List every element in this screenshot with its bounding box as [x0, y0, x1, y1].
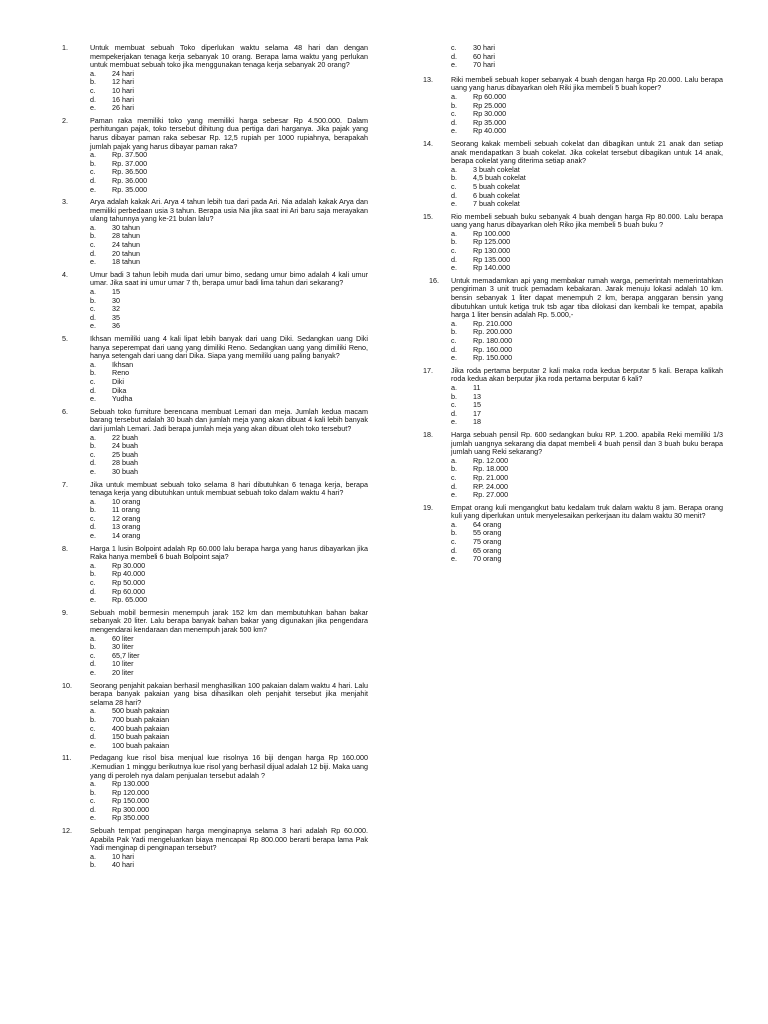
option-text: 10 orang — [112, 496, 141, 506]
question-text: Rio membeli sebuah buku sebanyak 4 buah dengan harga Rp 80.000. Lalu berapa uang yang harus dibayarkan oleh Riko jika membeli 5 buah buku ? — [451, 211, 723, 230]
answer-option — [90, 596, 368, 605]
option-text: Rp. 150.000 — [473, 353, 513, 363]
question-number: 14. — [423, 138, 433, 148]
option-text: 26 hari — [112, 103, 134, 113]
question-number: 9. — [62, 607, 68, 617]
option-letter: a. — [90, 851, 96, 861]
option-letter: d. — [90, 248, 96, 258]
question-item — [62, 117, 368, 194]
question-number: 4. — [62, 269, 68, 279]
option-letter: d. — [451, 190, 457, 200]
option-letter: c. — [90, 376, 96, 386]
answer-option — [90, 258, 368, 267]
option-letter: b. — [90, 787, 96, 797]
answer-option — [90, 186, 368, 195]
option-letter: a. — [451, 382, 457, 392]
answer-option — [451, 61, 723, 70]
option-text: 10 hari — [112, 85, 134, 95]
question-item — [62, 609, 368, 678]
option-text: 13 orang — [112, 522, 141, 532]
answer-option — [90, 669, 368, 678]
option-text: 28 tahun — [112, 231, 140, 241]
question-number: 18. — [423, 429, 433, 439]
option-letter: a. — [90, 150, 96, 160]
option-letter: e. — [451, 199, 457, 209]
option-letter: a. — [451, 318, 457, 328]
answer-option — [90, 468, 368, 477]
option-text: 12 orang — [112, 513, 141, 523]
option-letter: e. — [451, 554, 457, 564]
option-text: Rp. 35.000 — [112, 184, 148, 194]
option-letter: e. — [90, 257, 96, 267]
question-item — [62, 545, 368, 605]
option-letter: d. — [90, 522, 96, 532]
option-text: Diki — [112, 376, 124, 386]
option-letter: c. — [451, 109, 457, 119]
option-letter: c. — [90, 723, 96, 733]
option-text: 40 hari — [112, 860, 134, 870]
answer-option — [90, 742, 368, 751]
question-number: 15. — [423, 211, 433, 221]
option-letter: a. — [90, 359, 96, 369]
question-number: 16. — [429, 275, 439, 285]
answer-option — [90, 378, 368, 387]
question-number: 10. — [62, 680, 72, 690]
answer-option — [451, 384, 723, 393]
option-letter: c. — [90, 578, 96, 588]
option-letter: b. — [90, 441, 96, 451]
option-text: 65,7 liter — [112, 650, 140, 660]
question-item — [62, 827, 368, 870]
option-text: 6 buah cokelat — [473, 190, 520, 200]
option-letter: c. — [90, 796, 96, 806]
option-letter: d. — [90, 732, 96, 742]
question-item — [62, 682, 368, 751]
option-text: 60 liter — [112, 633, 134, 643]
question-text: Seorang penjahit pakaian berhasil menghasilkan 100 pakaian dalam waktu 4 hari. Lalu berapa banyak pakaian yang bisa dihasilkan oleh penjahit tersebut jika menjahit selama 28 hari? — [90, 680, 368, 707]
question-number: 7. — [62, 479, 68, 489]
option-letter: e. — [451, 490, 457, 500]
option-letter: d. — [90, 659, 96, 669]
right-column — [423, 44, 723, 568]
option-letter: a. — [90, 779, 96, 789]
question-item — [423, 140, 723, 209]
option-letter: c. — [90, 167, 96, 177]
option-text: 30 buah — [112, 466, 138, 476]
option-text: 18 — [473, 417, 481, 427]
option-letter: a. — [90, 633, 96, 643]
question-item — [62, 754, 368, 823]
option-letter: b. — [451, 528, 457, 538]
question-text: Pedagang kue risol bisa menjual kue risolnya 16 biji dengan harga Rp 160.000 .Kemudian 1 minggu berikutnya kue risol yang berhasil dijual adalah 12 biji. Maka uang yang di peroleh nya dalam penjualan tersebut adalah ? — [90, 753, 368, 780]
answer-option — [451, 393, 723, 402]
option-text: Rp. 200.000 — [473, 327, 513, 337]
option-letter: e. — [90, 184, 96, 194]
option-letter: d. — [451, 481, 457, 491]
option-letter: b. — [90, 158, 96, 168]
question-number: 5. — [62, 334, 68, 343]
question-item — [423, 76, 723, 136]
question-number: 3. — [62, 197, 68, 207]
question-text: Umur badi 3 tahun lebih muda dari umur bimo, sedang umur bimo adalah 4 kali umur umar. Jika saat ini umur umar 7 th, berapa umur badi lima tahun dari sekarang? — [90, 269, 368, 288]
option-text: 4,5 buah cokelat — [473, 173, 526, 183]
option-text: 28 buah — [112, 458, 138, 468]
option-letter: e. — [90, 740, 96, 750]
option-text: 7 buah cokelat — [473, 199, 520, 209]
option-letter: a. — [451, 91, 457, 101]
question-text: Sebuah mobil bermesin menempuh jarak 152 km dan membutuhkan bahan bakar sebanyak 20 liter. Lalu berapa banyak bahan bakar yang digunakan jika pengendara mengendarai kendaraan dan menempuh jarak 500 km? — [90, 607, 368, 634]
option-letter: c. — [451, 246, 457, 256]
option-letter: c. — [451, 43, 457, 52]
option-letter: a. — [90, 287, 96, 297]
answer-option — [451, 491, 723, 500]
option-letter: c. — [90, 304, 96, 314]
option-text: 12 hari — [112, 77, 134, 87]
option-letter: d. — [90, 586, 96, 596]
answer-option — [451, 410, 723, 419]
option-text: 30 — [112, 295, 120, 305]
option-text: Yudha — [112, 394, 133, 404]
option-letter: a. — [90, 706, 96, 716]
option-letter: d. — [90, 312, 96, 322]
option-text: 16 hari — [112, 94, 134, 104]
question-item — [62, 44, 368, 113]
option-text: 25 buah — [112, 449, 138, 459]
option-text: Ikhsan — [112, 359, 134, 369]
option-text: 32 — [112, 304, 120, 314]
question-text: Riki membeli sebuah koper sebanyak 4 buah dengan harga Rp 20.000. Lalu berapa uang yang harus dibayarkan oleh Riki jika membeli 5 buah koper? — [451, 74, 723, 93]
option-letter: b. — [90, 642, 96, 652]
option-text: Rp 30.000 — [112, 560, 146, 570]
option-letter: a. — [90, 432, 96, 442]
option-letter: c. — [451, 181, 457, 191]
option-letter: e. — [90, 813, 96, 823]
option-letter: b. — [90, 714, 96, 724]
answer-option — [90, 814, 368, 823]
answer-option — [90, 297, 368, 306]
option-letter: b. — [451, 464, 457, 474]
option-text: 64 orang — [473, 519, 502, 529]
answer-option — [90, 305, 368, 314]
option-text: 11 orang — [112, 505, 140, 515]
option-text: 500 buah pakaian — [112, 706, 170, 716]
option-text: 24 hari — [112, 68, 134, 78]
option-letter: c. — [451, 400, 457, 410]
answer-option — [90, 314, 368, 323]
option-text: Rp 60.000 — [473, 91, 507, 101]
answer-option — [90, 395, 368, 404]
option-letter: b. — [90, 505, 96, 515]
option-letter: a. — [90, 496, 96, 506]
option-text: Rp. 27.000 — [473, 490, 509, 500]
option-letter: a. — [451, 164, 457, 174]
option-letter: d. — [451, 117, 457, 127]
question-text: Paman raka memiliki toko yang memiliki harga sebesar Rp 4.500.000. Dalam perhitungan pajak, toko tersebut dihitung dua pertiga dari harganya. Jika pajak yang harus dibayar paman raka sebesar Rp. 12,5 rupiah per 1000 rupiahnya, berapakah jumlah pajak yang harus dibayar paman raka? — [90, 115, 368, 151]
option-letter: b. — [90, 368, 96, 378]
question-text: Jika roda pertama berputar 2 kali maka roda kedua berputar 5 kali. Berapa kalikah roda kedua akan berputar jika roda pertama berputar 6 kali? — [451, 365, 723, 384]
option-text: Rp 130.000 — [112, 779, 150, 789]
question-number: 13. — [423, 74, 433, 84]
option-letter: e. — [90, 103, 96, 113]
option-letter: c. — [90, 650, 96, 660]
option-letter: c. — [451, 472, 457, 482]
option-letter: a. — [90, 222, 96, 232]
option-text: 24 buah — [112, 441, 138, 451]
option-letter: c. — [90, 240, 96, 250]
option-text: 20 tahun — [112, 248, 140, 258]
option-text: 700 buah pakaian — [112, 714, 170, 724]
option-letter: e. — [451, 126, 457, 136]
option-text: Rp 125.000 — [473, 237, 511, 247]
option-letter: d. — [90, 804, 96, 814]
question-text: Sebuah tempat penginapan harga menginapnya selama 3 hari adalah Rp 60.000. Apabila Pak Yadi mengeluarkan biaya mencapai Rp 800.000 berarti berapa lama Pak Yadi menginap di penginapan tersebut? — [90, 826, 368, 853]
option-text: Rp. 21.000 — [473, 472, 509, 482]
option-letter: e. — [90, 531, 96, 541]
option-letter: d. — [451, 545, 457, 555]
option-text: Rp 135.000 — [473, 254, 511, 264]
option-text: 20 liter — [112, 667, 134, 677]
option-text: Rp 30.000 — [473, 109, 507, 119]
option-text: Rp 140.000 — [473, 263, 511, 273]
option-text: Rp 35.000 — [473, 117, 507, 127]
question-text: Untuk memadamkan api yang membakar rumah warga, pemerintah memerintahkan pengiriman 3 unit truck pemadam kebakaran. Jarak menuju lokasi adalah 10 km. bensin sebanyak 1 liter dapat menempuh 2 km, berapa anggaran bensin yang dibutuhkan untuk ketiga truk tsb agar tiba dilokasi dan kembali ke tempat, apabila harga 1 liter bensin adalah Rp. 5.000,- — [451, 275, 723, 320]
option-text: Rp 25.000 — [473, 100, 507, 110]
option-letter: c. — [90, 513, 96, 523]
question-item — [62, 335, 368, 404]
option-letter: a. — [90, 68, 96, 78]
option-text: 22 buah — [112, 432, 138, 442]
option-text: RP. 24.000 — [473, 481, 509, 491]
question-number: 19. — [423, 502, 433, 512]
answer-option — [451, 401, 723, 410]
answer-option — [451, 418, 723, 427]
option-text: 10 hari — [112, 851, 134, 861]
answer-option — [451, 354, 723, 363]
answer-option — [90, 322, 368, 331]
answer-option — [90, 861, 368, 870]
option-text: Rp 100.000 — [473, 228, 511, 238]
question-item — [423, 213, 723, 273]
option-text: 15 — [112, 287, 120, 297]
question-number: 11. — [62, 753, 72, 763]
option-letter: b. — [90, 295, 96, 305]
option-letter: d. — [451, 344, 457, 354]
question-item — [62, 481, 368, 541]
option-letter: e. — [90, 667, 96, 677]
option-letter: b. — [451, 237, 457, 247]
answer-option — [451, 200, 723, 209]
option-letter: e. — [90, 466, 96, 476]
option-text: 10 liter — [112, 659, 134, 669]
question-text: Arya adalah kakak Ari. Arya 4 tahun lebih tua dari pada Ari. Nia adalah kakak Arya dan memiliki perbedaan usia 3 tahun. Berapa usia Nia jika saat ini Ari baru saja merayakan ulang tahunnya yang ke-21 bulan lalu? — [90, 197, 368, 224]
option-text: 35 — [112, 312, 120, 322]
option-letter: b. — [451, 391, 457, 401]
question-text: Untuk membuat sebuah Toko diperlukan waktu selama 48 hari dan dengan mempekerjakan tenaga kerja sebanyak 10 orang. Berapa lama waktu yang perlukan untuk membuat sebuah toko jika menggunakan tenaga kerja sebanyak 20 orang? — [90, 43, 368, 70]
option-text: Rp. 18.000 — [473, 464, 509, 474]
answer-option — [451, 127, 723, 136]
option-letter: c. — [451, 336, 457, 345]
option-text: 30 tahun — [112, 222, 140, 232]
option-text: 24 tahun — [112, 240, 140, 250]
answer-option — [451, 264, 723, 273]
question-text: Sebuah toko furniture berencana membuat Lemari dan meja. Jumlah kedua macam barang tersebut adalah 30 buah dan jumlah meja yang akan dibuat 4 kali lebih banyak dari jumlah Lemari. Jadi berapa jumlah meja yang akan dibuat oleh toko tersebut? — [90, 406, 368, 433]
option-letter: b. — [451, 100, 457, 110]
option-text: 13 — [473, 391, 481, 401]
question-text: Ikhsan memiliki uang 4 kali lipat lebih banyak dari uang Diki. Sedangkan uang Diki hanya seperempat dari uang yang dimiliki Reno. Sedangkan uang yang dimiliki Reno, hanya setengah dari uang dari Dika. Siapa yang memiliki uang paling banyak? — [90, 334, 368, 361]
option-text: Rp. 12.000 — [473, 455, 509, 465]
option-letter: d. — [451, 51, 457, 61]
question-item — [423, 277, 723, 363]
option-text: 70 hari — [473, 60, 495, 70]
option-letter: d. — [90, 385, 96, 395]
option-letter: d. — [90, 94, 96, 104]
option-text: Rp 150.000 — [112, 796, 150, 806]
option-text: 14 orang — [112, 531, 141, 541]
option-text: 55 orang — [473, 528, 502, 538]
question-number: 1. — [62, 43, 68, 52]
left-column — [62, 44, 368, 874]
answer-option — [451, 555, 723, 564]
question-text: Empat orang kuli mengangkut batu kedalam truk dalam waktu 8 jam. Berapa orang kuli yang diperlukan untuk menyelesaikan perkerjaan itu dalam waktu 30 menit? — [451, 502, 723, 521]
option-text: Rp 40.000 — [473, 126, 507, 136]
answer-option — [90, 369, 368, 378]
option-letter: e. — [451, 417, 457, 427]
option-letter: b. — [90, 231, 96, 241]
option-text: 17 — [473, 408, 481, 418]
answer-option — [90, 104, 368, 113]
option-text: Rp 50.000 — [112, 578, 146, 588]
option-text: Dika — [112, 385, 127, 395]
option-text: 65 orang — [473, 545, 502, 555]
question-item — [62, 408, 368, 477]
option-text: Rp 60.000 — [112, 586, 146, 596]
option-letter: e. — [90, 595, 96, 605]
option-text: Rp. 37.000 — [112, 158, 148, 168]
option-letter: b. — [451, 173, 457, 183]
option-letter: d. — [90, 175, 96, 185]
option-letter: e. — [451, 263, 457, 273]
option-text: 36 — [112, 321, 120, 331]
option-letter: d. — [90, 458, 96, 468]
option-text: 150 buah pakaian — [112, 732, 170, 742]
option-text: 11 — [473, 382, 481, 392]
question-item — [423, 504, 723, 564]
option-text: 100 buah pakaian — [112, 740, 170, 750]
question-text: Jika untuk membuat sebuah toko selama 8 hari dibutuhkan 6 tenaga kerja, berapa tenaga kerja yang dibutuhkan untuk membuat sebuah toko dalam waktu 4 hari? — [90, 479, 368, 498]
option-text: Rp 350.000 — [112, 813, 150, 823]
option-letter: e. — [451, 353, 457, 363]
option-text: 5 buah cokelat — [473, 181, 520, 191]
option-letter: e. — [90, 394, 96, 404]
question-item — [62, 198, 368, 267]
option-letter: a. — [451, 228, 457, 238]
option-text: Rp. 210.000 — [473, 318, 513, 328]
answer-option — [90, 288, 368, 297]
option-text: Rp 130.000 — [473, 246, 511, 256]
option-letter: d. — [451, 254, 457, 264]
option-letter: e. — [451, 60, 457, 70]
option-text: 400 buah pakaian — [112, 723, 170, 733]
option-text: 75 orang — [473, 537, 502, 547]
option-text: Rp 120.000 — [112, 787, 150, 797]
option-letter: d. — [451, 408, 457, 418]
option-text: Rp. 180.000 — [473, 336, 513, 345]
question-number: 17. — [423, 365, 433, 375]
question-text: Seorang kakak membeli sebuah cokelat dan dibagikan untuk 21 anak dan setiap anak mendapatkan 3 buah cokelat. Jika cokelat tersebut dibagikan untuk 14 anak, berapa cokelat yang diterima setiap anak? — [451, 138, 723, 166]
option-text: Rp. 65.000 — [112, 595, 148, 605]
option-letter: a. — [90, 560, 96, 570]
option-text: 30 liter — [112, 642, 134, 652]
question-item — [62, 271, 368, 331]
question-item — [423, 431, 723, 500]
option-letter: a. — [451, 455, 457, 465]
option-letter: e. — [90, 321, 96, 331]
question-number: 8. — [62, 543, 68, 553]
option-text: 70 orang — [473, 554, 502, 564]
option-letter: c. — [90, 449, 96, 459]
option-text: 18 tahun — [112, 257, 140, 267]
option-text: 15 — [473, 400, 481, 410]
option-text: Rp. 37.500 — [112, 150, 148, 160]
option-letter: b. — [90, 569, 96, 579]
question-number: 6. — [62, 406, 68, 416]
answer-option — [90, 361, 368, 370]
option-letter: c. — [451, 537, 457, 547]
question-text: Harga 1 lusin Bolpoint adalah Rp 60.000 lalu berapa harga yang harus dibayarkan jika Raka hanya membeli 6 buah Bolpoint saja? — [90, 543, 368, 562]
question-number: 2. — [62, 115, 68, 125]
option-letter: b. — [90, 860, 96, 870]
option-letter: b. — [451, 327, 457, 337]
option-text: 30 hari — [473, 43, 495, 52]
option-text: 3 buah cokelat — [473, 164, 520, 174]
option-letter: a. — [451, 519, 457, 529]
option-text: Rp. 160.000 — [473, 344, 513, 354]
question-text: Harga sebuah pensil Rp. 600 sedangkan buku RP. 1.200. apabila Reki memiliki 1/3 jumlah uangnya sekarang dia dapat membeli 4 buah pensil dan 3 buah buku berapa jumlah uang Reki sekarang? — [451, 429, 723, 457]
option-text: Rp. 36.000 — [112, 175, 148, 185]
question-number: 12. — [62, 826, 72, 836]
question-item — [423, 367, 723, 427]
option-text: Rp. 36.500 — [112, 167, 148, 177]
option-text: 60 hari — [473, 51, 495, 61]
option-text: Rp 300.000 — [112, 804, 150, 814]
question-12-continued-options — [423, 44, 723, 70]
answer-option — [90, 532, 368, 541]
option-text: Rp 40.000 — [112, 569, 146, 579]
option-letter: b. — [90, 77, 96, 87]
option-text: Reno — [112, 368, 130, 378]
option-letter: c. — [90, 85, 96, 95]
